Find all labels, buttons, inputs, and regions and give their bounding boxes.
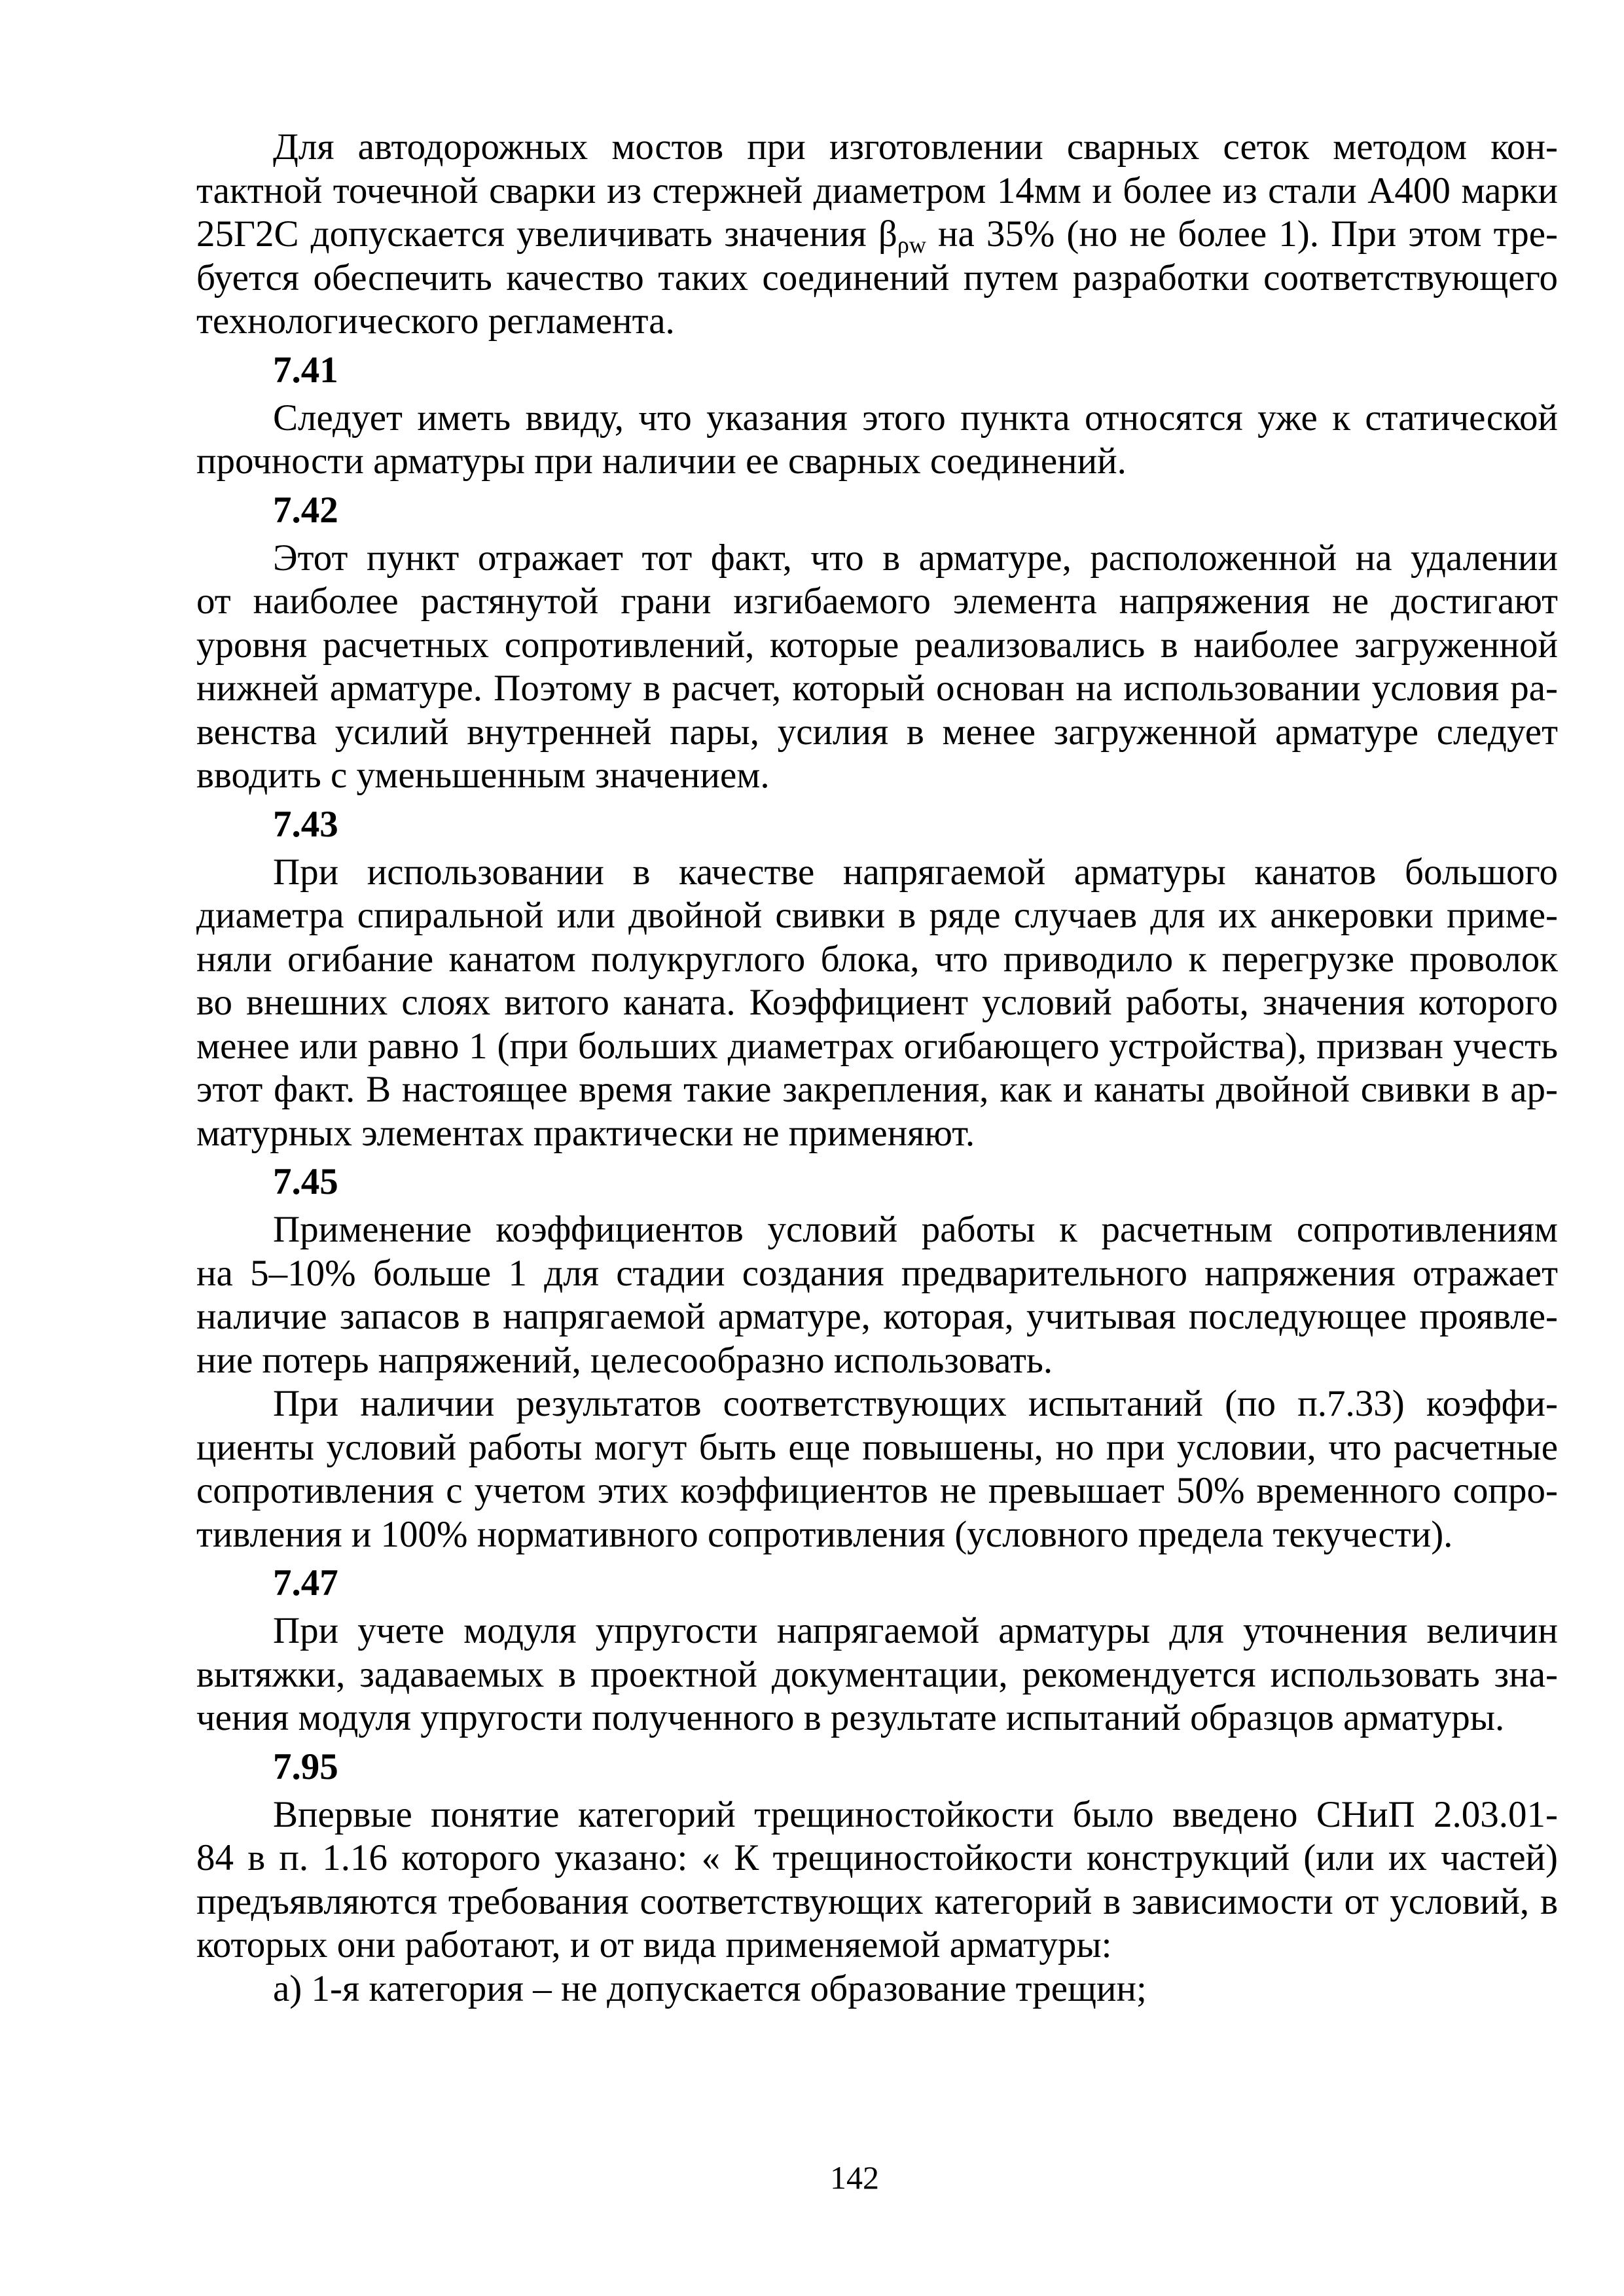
section [196,1740,1558,2011]
text-line: наличие запасов в напрягаемой арматуре, которая, учитывая последующее проявле- [196,1296,1558,1337]
paragraph [196,1609,1558,1740]
section [196,126,1558,344]
text-line: этот факт. В настоящее время такие закрепления, как и канаты двойной свивки в ар- [196,1069,1558,1110]
text-line: Применение коэффициентов условий работы к расчетным сопротивлениям [273,1209,1558,1250]
text-line: предъявляются требования соответствующих категорий в зависимости от условий, в [196,1880,1558,1922]
text-line: на 5–10% больше 1 для стадии создания предварительного напряжения отражает [196,1252,1558,1294]
section-heading: 7.42 [273,489,338,531]
section-heading: 7.41 [273,349,338,391]
section [196,1556,1558,1740]
section [196,1155,1558,1556]
text-line: во внешних слоях витого каната. Коэффициент условий работы, значения которого [196,982,1558,1023]
text-line: менее или равно 1 (при больших диаметрах огибающего устройства), призван учесть [196,1025,1558,1067]
page-number: 142 [830,2159,879,2196]
text-line: ние потерь напряжений, целесообразно использовать. [196,1339,1053,1381]
paragraph [196,1382,1558,1556]
text-line: уровня расчетных сопротивлений, которые реализовались в наиболее загруженной [196,624,1558,666]
text-line: диаметра спиральной или двойной свивки в ряде случаев для их анкеровки приме- [196,895,1558,936]
section [196,344,1558,484]
section [196,484,1558,798]
text-line: от наиболее растянутой грани изгибаемого элемента напряжения не достигают [196,581,1558,622]
text-line: которых они работают, и от вида применяемой арматуры: [196,1924,1112,1965]
section-heading: 7.95 [273,1746,338,1787]
text-line: Следует иметь ввиду, что указания этого пункта относятся уже к статической [273,397,1558,439]
text-line: няли огибание канатом полукруглого блока, что приводило к перегрузке проволок [196,938,1558,980]
text-line: вытяжки, задаваемых в проектной документации, рекомендуется использовать зна- [196,1653,1558,1695]
document-body [196,126,1558,2011]
paragraph [196,1967,1558,2011]
text-line: матурных элементах практически не применяют. [196,1112,975,1154]
text-line: чения модуля упругости полученного в результате испытаний образцов арматуры. [196,1697,1505,1738]
text-line: венства усилий внутренней пары, усилия в менее загруженной арматуре следует [196,711,1558,753]
text-segment: на 35% (но не более 1). При этом тре- [926,213,1558,255]
paragraph [196,537,1558,798]
paragraph [196,851,1558,1156]
paragraph [196,397,1558,484]
section-heading: 7.43 [273,803,338,845]
section [196,798,1558,1156]
text-line: прочности арматуры при наличии ее сварных соединений. [196,440,1127,482]
text-line: При наличии результатов соответствующих испытаний (по п.7.33) коэффи- [273,1383,1558,1424]
beta-symbol: β [878,213,897,255]
text-segment: 25Г2С допускается увеличивать значения [196,213,878,255]
paragraph [196,126,1558,344]
section-heading: 7.47 [273,1562,338,1604]
text-line: тактной точечной сварки из стержней диаметром 14мм и более из стали А400 марки [196,170,1558,211]
text-line [196,213,1558,257]
text-line: а) 1-я категория – не допускается образование трещин; [273,1967,1147,2009]
text-line: При использовании в качестве напрягаемой арматуры канатов большого [273,851,1558,893]
text-line: вводить с уменьшенным значением. [196,755,770,796]
text-line: Впервые понятие категорий трещиностойкости было введено СНиП 2.03.01- [273,1793,1558,1835]
text-line: буется обеспечить качество таких соединений путем разработки соответствующего [196,257,1558,298]
paragraph [196,1793,1558,1967]
text-line: технологического регламента. [196,300,675,342]
text-line: сопротивления с учетом этих коэффициентов не превышает 50% временного сопро- [196,1470,1558,1511]
text-line: циенты условий работы могут быть еще повышены, но при условии, что расчетные [196,1426,1558,1468]
subscript: ρw [897,232,926,258]
text-line: нижней арматуре. Поэтому в расчет, который основан на использовании условия ра- [196,668,1558,709]
section-heading: 7.45 [273,1161,338,1202]
text-line: тивления и 100% нормативного сопротивления (условного предела текучести). [196,1513,1453,1555]
text-line: Для автодорожных мостов при изготовлении сварных сеток методом кон- [273,126,1558,168]
text-line: Этот пункт отражает тот факт, что в арматуре, расположенной на удалении [273,537,1558,579]
paragraph [196,1208,1558,1382]
text-line: 84 в п. 1.16 которого указано: « К трещиностойкости конструкций (или их частей) [196,1837,1558,1878]
text-line: При учете модуля упругости напрягаемой арматуры для уточнения величин [273,1610,1558,1651]
